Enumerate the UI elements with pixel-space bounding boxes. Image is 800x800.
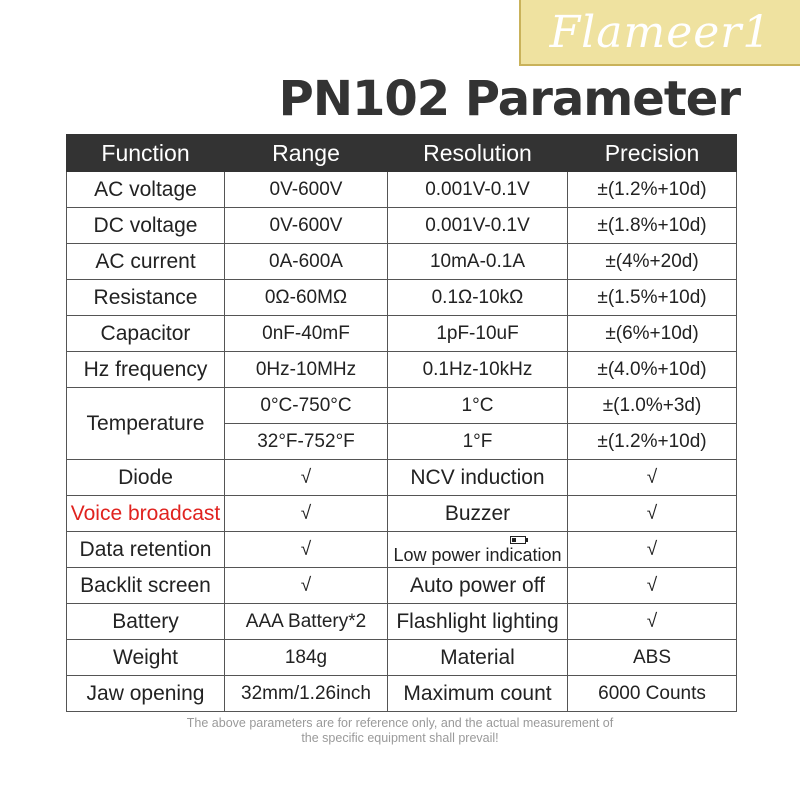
- feature-label: Data retention: [67, 532, 225, 568]
- footnote-line: the specific equipment shall prevail!: [301, 731, 499, 745]
- precision-cell: ±(4%+20d): [568, 244, 737, 280]
- resolution-cell: 1°F: [388, 424, 568, 460]
- footnote: [0, 716, 800, 746]
- resolution-cell: 1pF-10uF: [388, 316, 568, 352]
- feature-label: Jaw opening: [67, 676, 225, 712]
- precision-cell: ±(1.2%+10d): [568, 172, 737, 208]
- header-function: Function: [67, 135, 225, 172]
- check-mark: √: [225, 532, 388, 568]
- feature-label: Auto power off: [388, 568, 568, 604]
- table-row: [67, 388, 737, 424]
- feature-label: Diode: [67, 460, 225, 496]
- battery-icon: [510, 536, 526, 544]
- range-cell: 32°F-752°F: [225, 424, 388, 460]
- function-cell: AC voltage: [67, 172, 225, 208]
- function-cell: Capacitor: [67, 316, 225, 352]
- table-row: [67, 496, 737, 532]
- feature-value: AAA Battery*2: [225, 604, 388, 640]
- table-row: [67, 568, 737, 604]
- range-cell: 0Ω-60MΩ: [225, 280, 388, 316]
- feature-label: Flashlight lighting: [388, 604, 568, 640]
- feature-label: Material: [388, 640, 568, 676]
- function-cell: AC current: [67, 244, 225, 280]
- footnote-line: The above parameters are for reference only, and the actual measurement of: [186, 716, 614, 730]
- feature-label: Buzzer: [388, 496, 568, 532]
- table-row: [67, 640, 737, 676]
- table-row: [67, 244, 737, 280]
- precision-cell: ±(4.0%+10d): [568, 352, 737, 388]
- check-mark: √: [225, 496, 388, 532]
- range-cell: 0°C-750°C: [225, 388, 388, 424]
- feature-cell: [388, 532, 568, 568]
- feature-label: NCV induction: [388, 460, 568, 496]
- feature-label: Battery: [67, 604, 225, 640]
- precision-cell: ±(6%+10d): [568, 316, 737, 352]
- precision-cell: ±(1.5%+10d): [568, 280, 737, 316]
- table-header-row: [67, 135, 737, 172]
- low-power-block: [388, 536, 567, 564]
- check-mark: √: [568, 604, 737, 640]
- feature-value: 6000 Counts: [568, 676, 737, 712]
- range-cell: 0V-600V: [225, 208, 388, 244]
- range-cell: 0nF-40mF: [225, 316, 388, 352]
- resolution-cell: 0.001V-0.1V: [388, 208, 568, 244]
- range-cell: 0A-600A: [225, 244, 388, 280]
- feature-label: Weight: [67, 640, 225, 676]
- header-range: Range: [225, 135, 388, 172]
- feature-label: Voice broadcast: [67, 496, 225, 532]
- table-row: [67, 676, 737, 712]
- page-title: PN102 Parameter: [278, 71, 740, 127]
- watermark-text: Flameer1: [549, 6, 772, 58]
- feature-value: ABS: [568, 640, 737, 676]
- table-row: [67, 352, 737, 388]
- header-resolution: Resolution: [388, 135, 568, 172]
- resolution-cell: 0.1Ω-10kΩ: [388, 280, 568, 316]
- precision-cell: ±(1.0%+3d): [568, 388, 737, 424]
- table-row: [67, 208, 737, 244]
- table-row: [67, 316, 737, 352]
- check-mark: √: [225, 568, 388, 604]
- check-mark: √: [568, 568, 737, 604]
- check-mark: √: [568, 496, 737, 532]
- parameter-table: [66, 134, 737, 712]
- table-row: [67, 532, 737, 568]
- function-cell: Resistance: [67, 280, 225, 316]
- resolution-cell: 0.001V-0.1V: [388, 172, 568, 208]
- check-mark: √: [568, 532, 737, 568]
- table-row: [67, 172, 737, 208]
- range-cell: 0V-600V: [225, 172, 388, 208]
- table-row: [67, 604, 737, 640]
- check-mark: √: [568, 460, 737, 496]
- resolution-cell: 10mA-0.1A: [388, 244, 568, 280]
- header-precision: Precision: [568, 135, 737, 172]
- feature-label: Maximum count: [388, 676, 568, 712]
- resolution-cell: 1°C: [388, 388, 568, 424]
- range-cell: 0Hz-10MHz: [225, 352, 388, 388]
- watermark-badge: [519, 0, 800, 66]
- table-row: [67, 460, 737, 496]
- feature-label: Backlit screen: [67, 568, 225, 604]
- check-mark: √: [225, 460, 388, 496]
- feature-label: Low power indication: [393, 544, 562, 565]
- function-cell: Hz frequency: [67, 352, 225, 388]
- resolution-cell: 0.1Hz-10kHz: [388, 352, 568, 388]
- feature-value: 32mm/1.26inch: [225, 676, 388, 712]
- precision-cell: ±(1.8%+10d): [568, 208, 737, 244]
- feature-value: 184g: [225, 640, 388, 676]
- table-row: [67, 280, 737, 316]
- function-cell: DC voltage: [67, 208, 225, 244]
- function-cell: Temperature: [67, 388, 225, 460]
- precision-cell: ±(1.2%+10d): [568, 424, 737, 460]
